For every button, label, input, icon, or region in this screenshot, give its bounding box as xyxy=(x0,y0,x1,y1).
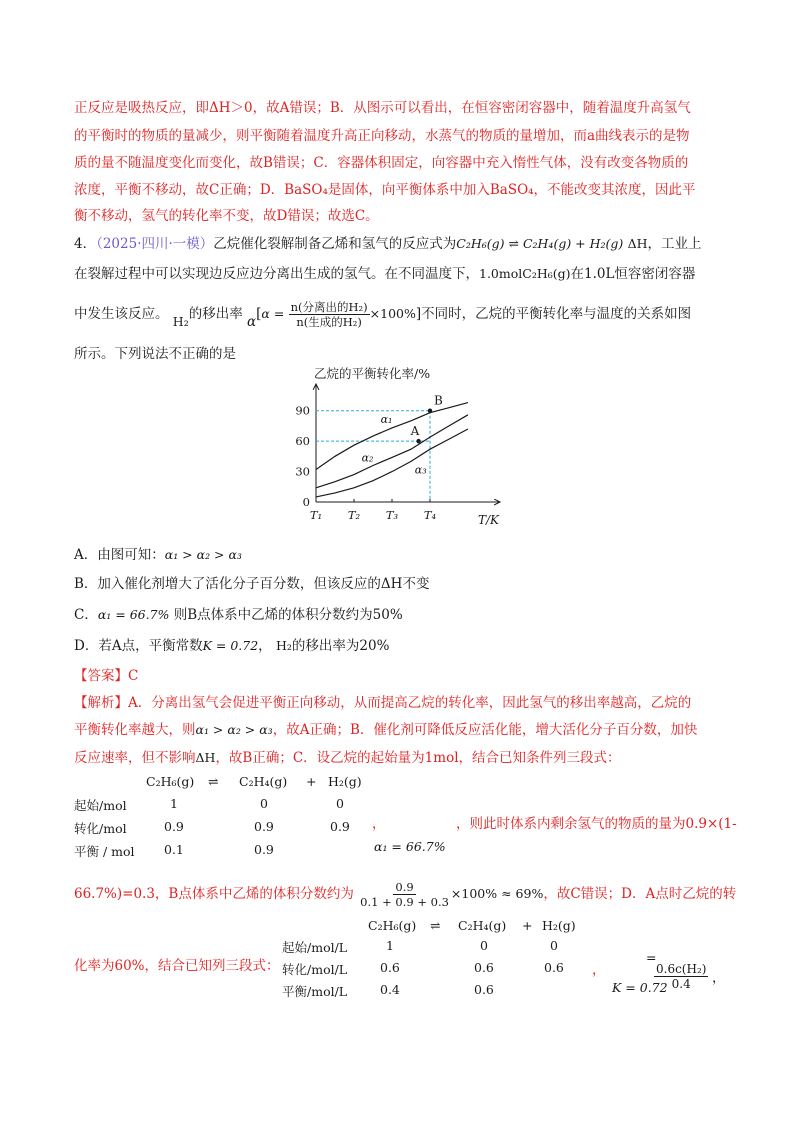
question-line-2 xyxy=(74,262,695,282)
t1-row-eq-c2: 0.9 xyxy=(254,842,274,857)
t1-row-start-label: 起始/mol xyxy=(74,798,127,813)
y-tick-label-0: 0 xyxy=(302,495,310,509)
x-tick-label-4: T₄ xyxy=(423,508,437,522)
x-tick-label-2: T₂ xyxy=(347,508,361,522)
point-A xyxy=(416,439,420,443)
volume-fraction-den: 0.1 + 0.9 + 0.3 xyxy=(360,895,449,909)
prev-analysis-line-4: 浓度，平衡不移动，故C正确；D．BaSO₄是固体，向平衡体系中加入BaSO₄，不能改变其浓度，因此平 xyxy=(74,182,696,198)
t1-row-change-c3: 0.9 xyxy=(330,819,350,834)
three-stage-table-2 xyxy=(282,918,602,1002)
t2-equals: = xyxy=(646,950,657,965)
delta-h: ΔH xyxy=(627,236,648,251)
alpha-symbol: α xyxy=(247,314,257,330)
removal-rate-fraction xyxy=(289,300,370,329)
answer-value: C xyxy=(128,668,139,684)
question-tail: ，工业上 xyxy=(647,236,702,252)
t2-header-c2h6: C₂H₆(g) xyxy=(368,918,417,933)
option-c xyxy=(74,603,403,623)
analysis-text-3b: ，故B正确；C．设乙烷的起始量为1mol，结合已知条件列三段式： xyxy=(215,750,621,766)
analysis-text-2a: 平衡转化率越大，则 xyxy=(74,722,196,738)
series-label-3: α₃ xyxy=(414,463,427,477)
prev-analysis-line-2: 的平衡时的物质的量减少，则平衡随着温度升高正向移动，水蒸气的物质的量增加，而a曲线表示的是物 xyxy=(74,128,690,144)
t2-row-start-c1: 1 xyxy=(386,938,394,953)
t2-header-plus: + xyxy=(522,918,533,933)
t1-row-eq-c1: 0.1 xyxy=(164,842,184,857)
t2-row-change-c1: 0.6 xyxy=(380,960,400,975)
t2-k-fraction xyxy=(654,962,708,991)
t1-row-start-c2: 0 xyxy=(260,796,268,811)
t2-header-c2h4: C₂H₄(g) xyxy=(458,918,507,933)
t2-row-eq-label: 平衡/mol/L xyxy=(282,984,348,999)
t2-row-start-c3: 0 xyxy=(550,938,558,953)
option-d-h2: H₂ xyxy=(275,638,292,653)
t1-row-change-c1: 0.9 xyxy=(164,819,184,834)
prev-analysis-line-5: 衡不移动，氢气的转化率不变，故D错误；故选C。 xyxy=(74,208,379,224)
option-b: B．加入催化剂增大了活化分子百分数，但该反应的ΔH不变 xyxy=(74,576,430,592)
reaction-equation: C₂H₆(g) ⇌ C₂H₄(g) + H₂(g) xyxy=(456,236,624,251)
series-line-3 xyxy=(316,429,468,497)
t2-header-arrow: ⇌ xyxy=(430,918,441,933)
analysis-delta-h: ΔH xyxy=(195,750,216,765)
answer-label: 【答案】 xyxy=(74,668,128,684)
option-d-tail: 的移出率为20% xyxy=(291,638,390,654)
t2-k-value: K = 0.72 xyxy=(612,980,668,995)
question-line-4: 所示。下列说法不正确的是 xyxy=(74,346,236,362)
t2-row-change-label: 转化/mol/L xyxy=(282,962,348,977)
t1-header-c2h6: C₂H₆(g) xyxy=(146,774,195,789)
analysis-text-1: A．分离出氢气会促进平衡正向移动，从而提高乙烷的转化率，因此氢气的移出率越高，乙烷的 xyxy=(128,695,692,711)
option-d xyxy=(74,634,389,654)
fraction-denominator: n(生成的H₂) xyxy=(296,315,362,329)
option-a-label: A．由图可知： xyxy=(74,547,165,563)
alpha-lhs: α = xyxy=(261,306,285,321)
t1-tail: ，则此时体系内剩余氢气的物质的量为0.9×(1- xyxy=(456,816,737,832)
volume-fraction xyxy=(358,880,451,909)
three-stage-table-1 xyxy=(74,774,374,864)
conversion-chart xyxy=(280,362,520,540)
t2-k-den: 0.4 xyxy=(671,977,691,991)
point-label-A: A xyxy=(410,424,420,439)
analysis-alpha-expr: α₁ > α₂ > α₃ xyxy=(195,722,273,737)
t2-end: ， xyxy=(712,970,726,986)
question-text: 乙烷催化裂解制备乙烯和氢气的反应式为 xyxy=(213,236,457,252)
t2-k-num: 0.6c(H₂) xyxy=(656,962,707,976)
analysis-text-2b: ，故A正确；B．催化剂可降低反应活化能，增大活化分子百分数，加快 xyxy=(272,722,698,738)
question-line-1 xyxy=(74,232,702,252)
question-tail-3: ]不同时，乙烷的平衡转化率与温度的关系如图 xyxy=(415,306,692,322)
t1-row-change-c2: 0.9 xyxy=(254,819,274,834)
series-label-1: α₁ xyxy=(380,412,393,426)
h2-symbol: H₂ xyxy=(172,314,189,329)
analysis-label: 【解析】 xyxy=(74,695,128,711)
question-number: 4． xyxy=(74,236,97,252)
question-text-2: 在裂解过程中可以实现边反应边分离出生成的氢气。在不同温度下， xyxy=(74,266,479,282)
point-label-B: B xyxy=(434,393,443,408)
question-source: （2025·四川·一模） xyxy=(96,236,214,252)
question-line-3 xyxy=(74,300,691,329)
prev-analysis-line-1: 正反应是吸热反应，即ΔH＞0，故A错误；B．从图示可以看出，在恒容密闭容器中，随着温度升高氢气 xyxy=(74,100,691,116)
answer xyxy=(74,664,138,684)
fraction-numerator: n(分离出的H₂) xyxy=(290,300,368,314)
option-c-expr: α₁ = 66.7% xyxy=(97,607,170,622)
analysis-line-5 xyxy=(74,880,736,909)
analysis-line-1 xyxy=(74,691,691,711)
option-a-expr: α₁ > α₂ > α₃ xyxy=(164,547,242,562)
t1-header-plus: + xyxy=(306,774,317,789)
option-d-k: K = 0.72 xyxy=(202,638,259,653)
analysis-line-6: 化率为60%，结合已知列三段式： xyxy=(74,958,280,974)
point-B xyxy=(428,409,432,413)
analysis-text-5b: ，故C错误；D．A点时乙烷的转 xyxy=(543,886,737,902)
t1-comma: ， xyxy=(372,816,386,832)
volume-fraction-num: 0.9 xyxy=(395,880,414,894)
option-d-sep: ， xyxy=(258,638,272,654)
bracket-open: [ xyxy=(256,306,262,322)
t2-row-change-c2: 0.6 xyxy=(474,960,494,975)
y-tick-label-60: 60 xyxy=(295,434,310,449)
t2-comma: ， xyxy=(592,962,606,978)
t1-row-eq-label: 平衡 / mol xyxy=(74,844,135,859)
t1-header-c2h4: C₂H₄(g) xyxy=(239,774,288,789)
analysis-line-3 xyxy=(74,746,621,766)
t2-row-start-c2: 0 xyxy=(480,938,488,953)
series-label-2: α₂ xyxy=(361,451,374,465)
y-tick-label-90: 90 xyxy=(295,403,310,418)
t2-row-eq-c1: 0.4 xyxy=(380,982,400,997)
t1-alpha-note: α₁ = 66.7% xyxy=(374,839,446,854)
y-tick-label-30: 30 xyxy=(295,464,310,479)
t2-header-h2: H₂(g) xyxy=(542,918,576,933)
percent-factor: ×100% xyxy=(369,306,416,321)
t2-row-eq-c2: 0.6 xyxy=(474,982,494,997)
question-tail-2: 在1.0L恒容密闭容器 xyxy=(570,266,696,282)
x-axis-label: T/K xyxy=(478,513,500,527)
x-tick-label-3: T₃ xyxy=(385,508,399,522)
prev-analysis-line-3: 质的量不随温度变化而变化，故B错误；C．容器体积固定，向容器中充入惰性气体，没有改变各物质的 xyxy=(74,155,689,171)
t1-header-h2: H₂(g) xyxy=(328,774,362,789)
t1-row-change-label: 转化/mol xyxy=(74,821,127,836)
volume-fraction-result: ×100% ≈ 69% xyxy=(450,886,544,901)
t1-header-arrow: ⇌ xyxy=(208,774,219,789)
option-d-text: D．若A点，平衡常数 xyxy=(74,638,203,654)
question-text-3: 中发生该反应。 xyxy=(74,306,169,322)
analysis-text-3a: 反应速率，但不影响 xyxy=(74,750,196,766)
x-tick-label-1: T₁ xyxy=(309,508,323,522)
t1-row-start-c1: 1 xyxy=(170,796,178,811)
removal-rate-label: 的移出率 xyxy=(188,306,243,322)
option-c-tail: 则B点体系中乙烯的体积分数约为50% xyxy=(173,607,403,623)
option-a xyxy=(74,543,242,563)
chart-title: 乙烷的平衡转化率/% xyxy=(314,366,431,381)
t2-row-change-c3: 0.6 xyxy=(544,960,564,975)
t2-row-start-label: 起始/mol/L xyxy=(282,940,348,955)
analysis-text-5a: 66.7%)=0.3，B点体系中乙烯的体积分数约为 xyxy=(74,886,354,902)
ethane-amount: 1.0molC₂H₆(g) xyxy=(479,266,571,281)
analysis-line-2 xyxy=(74,718,697,738)
t1-row-start-c3: 0 xyxy=(336,796,344,811)
option-c-label: C． xyxy=(74,607,98,623)
